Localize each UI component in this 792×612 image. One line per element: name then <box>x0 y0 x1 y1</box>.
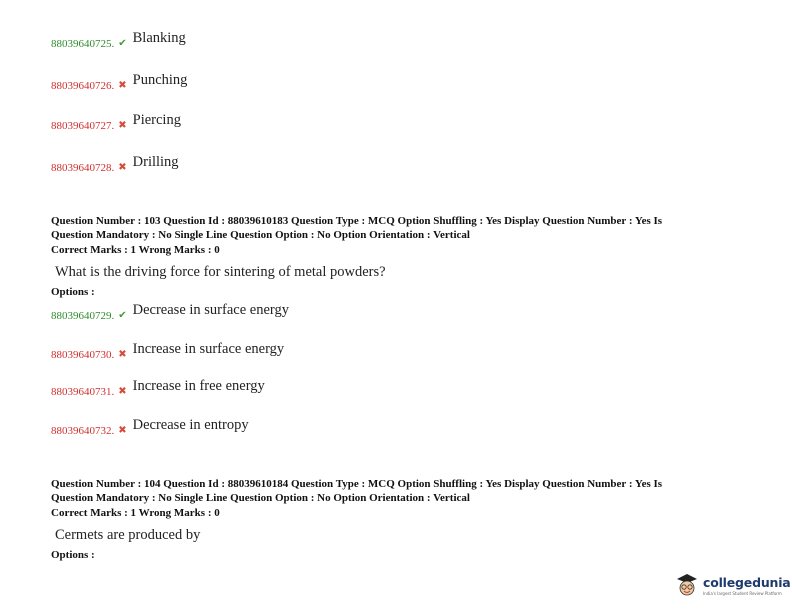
option-88039640730 <box>51 341 284 361</box>
option-88039640732 <box>51 417 249 437</box>
option-id: 88039640730. <box>51 349 115 361</box>
option-88039640729 <box>51 302 289 322</box>
option-text: Blanking <box>132 30 186 46</box>
logo-name: collegedunia <box>703 574 791 590</box>
option-id: 88039640725. <box>51 38 115 50</box>
cross-icon: ✖ <box>118 80 127 91</box>
collegedunia-logo <box>676 572 791 598</box>
option-text: Punching <box>132 72 188 88</box>
option-id: 88039640731. <box>51 386 115 398</box>
marks-line: Correct Marks : 1 Wrong Marks : 0 <box>51 244 220 256</box>
cross-icon: ✖ <box>118 120 127 131</box>
option-text: Decrease in entropy <box>132 417 249 433</box>
option-text: Drilling <box>132 154 179 170</box>
options-label: Options : <box>51 286 95 298</box>
mascot-icon <box>676 572 698 598</box>
cross-icon: ✖ <box>118 386 127 397</box>
question-meta-104 <box>51 477 751 520</box>
option-88039640727 <box>51 112 181 132</box>
option-id: 88039640727. <box>51 120 115 132</box>
options-label: Options : <box>51 549 95 561</box>
logo-tagline: India's largest Student Review Platform <box>703 590 782 596</box>
meta-line: Question Mandatory : No Single Line Question Option : No Option Orientation : Vertical <box>51 229 470 241</box>
question-meta-103 <box>51 214 751 257</box>
check-icon: ✔ <box>118 310 127 321</box>
option-text: Decrease in surface energy <box>132 302 289 318</box>
option-text: Increase in free energy <box>132 378 265 394</box>
option-88039640728 <box>51 154 179 174</box>
option-text: Increase in surface energy <box>132 341 285 357</box>
cross-icon: ✖ <box>118 162 127 173</box>
option-id: 88039640728. <box>51 162 115 174</box>
meta-line: Question Number : 104 Question Id : 88039610184 Question Type : MCQ Option Shuffling : Yes Display Question Number : Yes Is <box>51 478 663 490</box>
cross-icon: ✖ <box>118 425 127 436</box>
check-icon: ✔ <box>118 38 127 49</box>
cross-icon: ✖ <box>118 349 127 360</box>
option-id: 88039640726. <box>51 80 115 92</box>
option-88039640725 <box>51 30 186 50</box>
question-text-103: What is the driving force for sintering of metal powders? <box>55 264 386 280</box>
meta-line: Question Number : 103 Question Id : 88039610183 Question Type : MCQ Option Shuffling : Yes Display Question Number : Yes Is <box>51 215 663 227</box>
option-text: Piercing <box>132 112 181 128</box>
meta-line: Question Mandatory : No Single Line Question Option : No Option Orientation : Vertical <box>51 492 470 504</box>
marks-line: Correct Marks : 1 Wrong Marks : 0 <box>51 507 220 519</box>
option-88039640726 <box>51 72 187 92</box>
option-88039640731 <box>51 378 265 398</box>
option-id: 88039640732. <box>51 425 115 437</box>
option-id: 88039640729. <box>51 310 115 322</box>
question-text-104: Cermets are produced by <box>55 527 201 543</box>
